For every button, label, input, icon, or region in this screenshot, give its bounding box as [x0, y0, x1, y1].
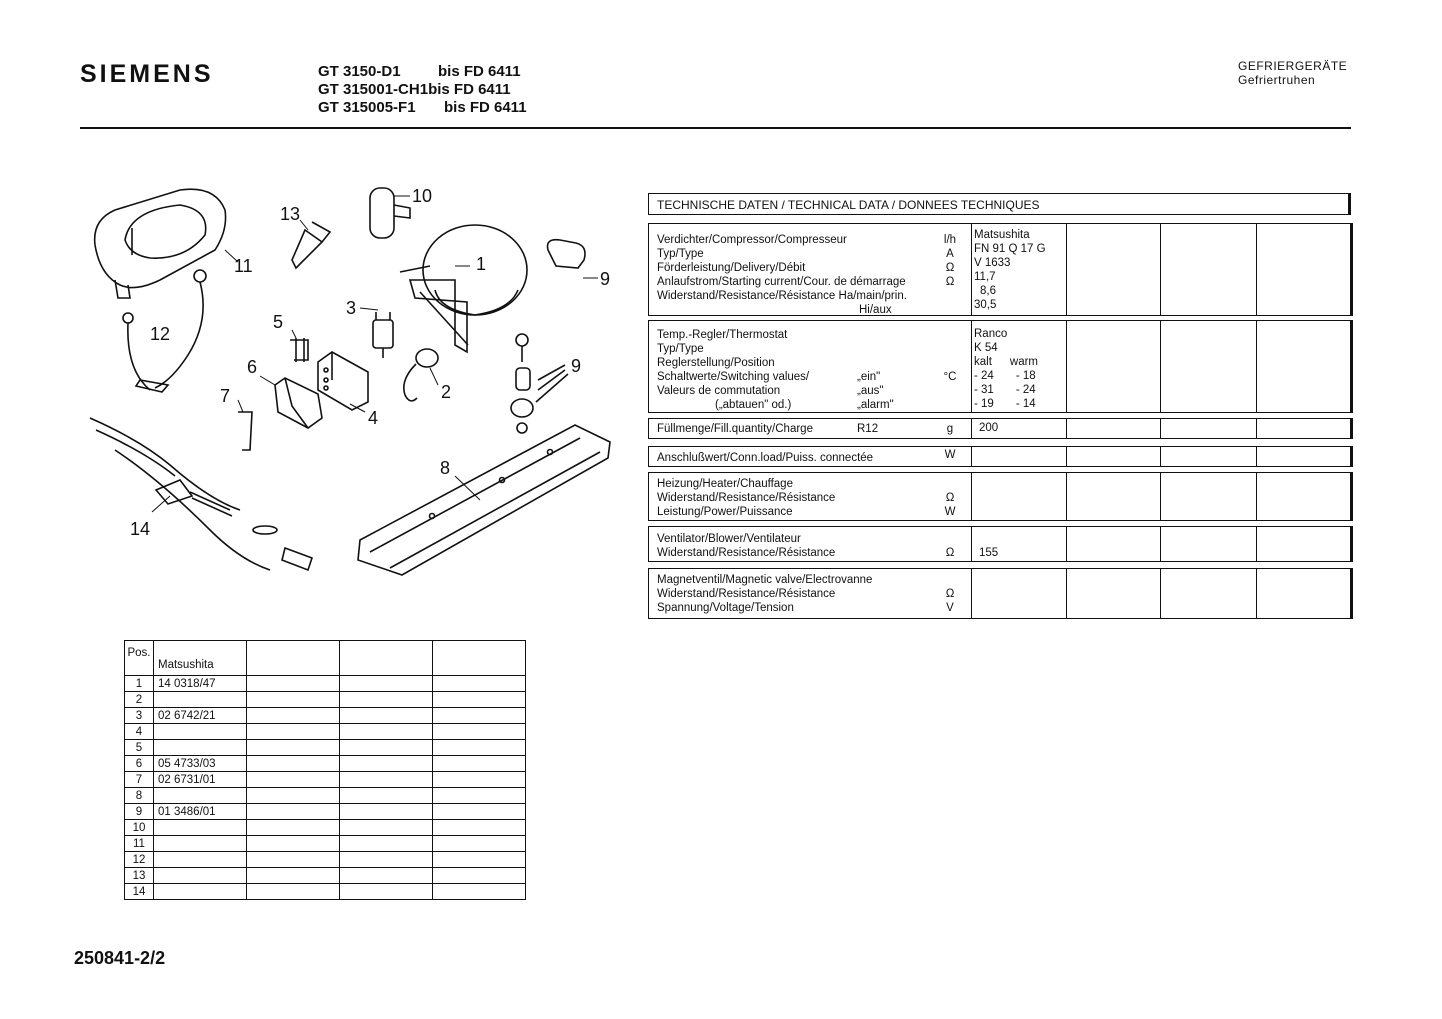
parts-table [124, 640, 526, 900]
label: Heizung/Heater/Chauffage [657, 478, 793, 490]
part-number-cell [154, 724, 247, 740]
empty-cell [340, 756, 433, 772]
label: Reglerstellung/Position [657, 357, 775, 369]
part-number-cell [154, 868, 247, 884]
value: V 1633 [974, 257, 1011, 269]
table-row [125, 740, 526, 756]
load-label: Anschlußwert/Conn.load/Puiss. connectée [657, 452, 874, 464]
empty-cell [433, 868, 526, 884]
thermostat-block [648, 320, 1353, 413]
label: Verdichter/Compressor/Compresseur [657, 234, 847, 246]
empty-cell [247, 804, 340, 820]
label: Ventilator/Blower/Ventilateur [657, 533, 801, 545]
unit: V [946, 602, 954, 614]
part-number-cell: 01 3486/01 [154, 804, 247, 820]
empty-cell [340, 884, 433, 900]
pos-header: Pos. [125, 641, 154, 676]
value: 30,5 [974, 299, 997, 311]
part-number-cell: 02 6731/01 [154, 772, 247, 788]
empty-cell [247, 676, 340, 692]
empty-cell [433, 836, 526, 852]
pos-cell: 2 [125, 692, 154, 708]
table-row [125, 836, 526, 852]
model-range: bis FD 6411 [444, 99, 527, 116]
model-code: GT 315005-F1 [318, 99, 416, 116]
empty-cell [433, 676, 526, 692]
pos-cell: 13 [125, 868, 154, 884]
value: FN 91 Q 17 G [974, 243, 1046, 255]
empty-cell [340, 788, 433, 804]
label: Spannung/Voltage/Tension [657, 602, 794, 614]
label: Typ/Type [657, 248, 704, 260]
empty-cell [247, 756, 340, 772]
empty-cell [433, 708, 526, 724]
position: warm [1009, 356, 1039, 368]
load-block [648, 446, 1353, 467]
part-number-cell: 02 6742/21 [154, 708, 247, 724]
compressor-labels [657, 233, 933, 317]
table-row [125, 692, 526, 708]
value: K 54 [974, 342, 998, 354]
empty-cell [247, 868, 340, 884]
model-range: bis FD 6411 [438, 63, 521, 80]
switch-alarm: „alarm" [857, 399, 894, 411]
pos-cell: 10 [125, 820, 154, 836]
header-divider [80, 127, 1351, 129]
charge-unit: g [946, 423, 954, 435]
unit: W [944, 506, 956, 518]
callout-3: 3 [346, 298, 357, 318]
empty-column [340, 641, 433, 676]
unit: Ω [945, 262, 955, 274]
pos-cell: 7 [125, 772, 154, 788]
part-number-cell [154, 692, 247, 708]
empty-cell [340, 804, 433, 820]
model-code: GT 315001-CH1 [318, 81, 429, 98]
empty-cell [433, 884, 526, 900]
empty-cell [247, 740, 340, 756]
label: Hi/aux [859, 304, 892, 316]
callout-9: 9 [600, 269, 611, 289]
valve-units [935, 587, 965, 615]
model-line [318, 81, 527, 99]
category-subtitle: Gefriertruhen [1238, 73, 1316, 87]
callout-14: 14 [130, 519, 151, 539]
value: - 24 [1015, 384, 1036, 396]
part-13-clip [292, 222, 330, 268]
value: Ranco [974, 328, 1008, 340]
callout-8: 8 [440, 458, 451, 478]
callout-6: 6 [247, 357, 258, 377]
compressor-values [974, 228, 1067, 312]
tech-data-title: TECHNISCHE DATEN / TECHNICAL DATA / DONNEES TECHNIQUES [648, 193, 1351, 215]
empty-cell [247, 788, 340, 804]
empty-cell [433, 820, 526, 836]
empty-cell [340, 724, 433, 740]
table-row [125, 756, 526, 772]
value: - 19 [974, 398, 994, 410]
label: Förderleistung/Delivery/Débit [657, 262, 806, 274]
part-number-cell [154, 820, 247, 836]
value: Matsushita [974, 229, 1030, 241]
part-number-cell: 14 0318/47 [154, 676, 247, 692]
pos-cell: 11 [125, 836, 154, 852]
model-line [318, 99, 527, 117]
callout-2: 2 [441, 382, 452, 402]
part-number-cell [154, 884, 247, 900]
label: Schaltwerte/Switching values/ „ein" [657, 371, 881, 383]
empty-cell [340, 772, 433, 788]
empty-cell [433, 692, 526, 708]
callout-1: 1 [476, 254, 487, 274]
part-number-cell [154, 788, 247, 804]
callout-11: 11 [234, 256, 253, 276]
blower-value: 155 [979, 547, 999, 559]
category [1238, 59, 1347, 87]
pos-cell: 4 [125, 724, 154, 740]
empty-cell [340, 836, 433, 852]
empty-cell [433, 852, 526, 868]
label: Typ/Type [657, 343, 704, 355]
table-row [125, 724, 526, 740]
part-14-cable [90, 418, 312, 570]
unit: l/h [943, 234, 957, 246]
thermostat-labels [657, 328, 933, 412]
label: Widerstand/Resistance/Résistance [657, 492, 836, 504]
table-row [125, 788, 526, 804]
part-number-cell [154, 836, 247, 852]
blower-unit: Ω [945, 547, 955, 559]
empty-cell [247, 836, 340, 852]
part-11-lamp-housing [95, 189, 226, 298]
value: 11,7 [974, 271, 996, 283]
empty-cell [340, 820, 433, 836]
empty-column [247, 641, 340, 676]
empty-cell [340, 676, 433, 692]
model-range: bis FD 6411 [428, 81, 511, 98]
empty-cell [247, 852, 340, 868]
label: Temp.-Regler/Thermostat [657, 329, 788, 341]
part-number-cell [154, 740, 247, 756]
table-row [125, 884, 526, 900]
parts-table-header [125, 641, 526, 676]
thermostat-unit: °C [943, 371, 957, 383]
valve-block [648, 568, 1353, 619]
empty-cell [340, 708, 433, 724]
switch-off: „aus" [857, 385, 884, 397]
part-number-cell [154, 852, 247, 868]
part-8-mounting-rail [358, 425, 610, 575]
empty-cell [247, 772, 340, 788]
document-number: 250841-2/2 [74, 948, 166, 968]
value: - 31 [974, 384, 994, 396]
value: - 24 [974, 370, 994, 382]
pos-cell: 3 [125, 708, 154, 724]
category-title: GEFRIERGERÄTE [1238, 59, 1348, 73]
empty-cell [340, 852, 433, 868]
heater-labels [657, 477, 933, 519]
valve-labels [657, 573, 933, 615]
callout-7: 7 [220, 386, 231, 406]
charge-block [648, 418, 1353, 439]
table-row [125, 772, 526, 788]
callout-4: 4 [368, 408, 379, 428]
table-row [125, 820, 526, 836]
label: Valeurs de commutation „aus" [657, 385, 884, 397]
load-unit: W [944, 449, 956, 461]
part-3-relay [373, 312, 393, 358]
pos-cell: 5 [125, 740, 154, 756]
brand-logo: SIEMENS [80, 60, 214, 88]
empty-column [433, 641, 526, 676]
switch-on: „ein" [857, 371, 881, 383]
compressor-block [648, 223, 1353, 316]
label: Leistung/Power/Puissance [657, 506, 793, 518]
value: - 14 [1015, 398, 1036, 410]
model-list [318, 63, 527, 117]
empty-cell [340, 740, 433, 756]
table-row [125, 868, 526, 884]
empty-cell [433, 740, 526, 756]
position: kalt [974, 356, 992, 368]
value: - 18 [1015, 370, 1036, 382]
empty-cell [433, 804, 526, 820]
pos-cell: 8 [125, 788, 154, 804]
refrigerant: R12 [857, 423, 879, 435]
pos-cell: 12 [125, 852, 154, 868]
label: Magnetventil/Magnetic valve/Electrovanne [657, 574, 873, 586]
charge-label: Füllmenge/Fill.quantity/Charge R12 [657, 423, 879, 435]
table-row [125, 676, 526, 692]
empty-cell [247, 708, 340, 724]
label: („abtauen" od.) „alarm" [715, 399, 894, 411]
unit: A [946, 248, 954, 260]
heater-block [648, 472, 1353, 521]
empty-cell [433, 772, 526, 788]
pos-cell: 9 [125, 804, 154, 820]
unit: Ω [945, 492, 955, 504]
label: Widerstand/Resistance/Résistance [657, 547, 836, 559]
label: Widerstand/Resistance/Résistance [657, 588, 836, 600]
empty-cell [340, 868, 433, 884]
empty-cell [247, 884, 340, 900]
unit: Ω [945, 588, 955, 600]
callout-9: 9 [571, 356, 582, 376]
table-row [125, 708, 526, 724]
model-code: GT 3150-D1 [318, 63, 401, 80]
empty-cell [247, 820, 340, 836]
part-4-terminal-block [318, 352, 368, 410]
blower-block [648, 526, 1353, 562]
part-9-mounting [511, 240, 585, 433]
exploded-parts-drawing [60, 180, 620, 600]
callout-10: 10 [412, 186, 433, 206]
table-row [125, 804, 526, 820]
part-7-wire-clip [238, 412, 252, 450]
model-line [318, 63, 527, 81]
pos-cell: 1 [125, 676, 154, 692]
part-number-cell: 05 4733/03 [154, 756, 247, 772]
callout-13: 13 [280, 204, 301, 224]
manufacturer-header: Matsushita [154, 641, 247, 676]
thermostat-values [974, 327, 1067, 411]
part-6-cover [275, 378, 322, 428]
empty-cell [433, 788, 526, 804]
label: Widerstand/Resistance/Résistance Ha/main/prin. [657, 290, 907, 302]
empty-cell [340, 692, 433, 708]
unit: Ω [945, 276, 955, 288]
pos-cell: 6 [125, 756, 154, 772]
empty-cell [433, 724, 526, 740]
empty-cell [433, 756, 526, 772]
pos-cell: 14 [125, 884, 154, 900]
label: Anlaufstrom/Starting current/Cour. de démarrage [657, 276, 906, 288]
table-row [125, 852, 526, 868]
empty-cell [247, 724, 340, 740]
value: 8,6 [980, 285, 996, 297]
part-5-bracket [290, 338, 308, 362]
compressor-units [935, 233, 965, 289]
empty-cell [247, 692, 340, 708]
callout-12: 12 [150, 324, 171, 344]
callout-5: 5 [273, 312, 284, 332]
blower-labels [657, 532, 933, 560]
part-1-compressor [400, 225, 527, 352]
charge-value: 200 [979, 422, 999, 434]
heater-units [935, 491, 965, 519]
